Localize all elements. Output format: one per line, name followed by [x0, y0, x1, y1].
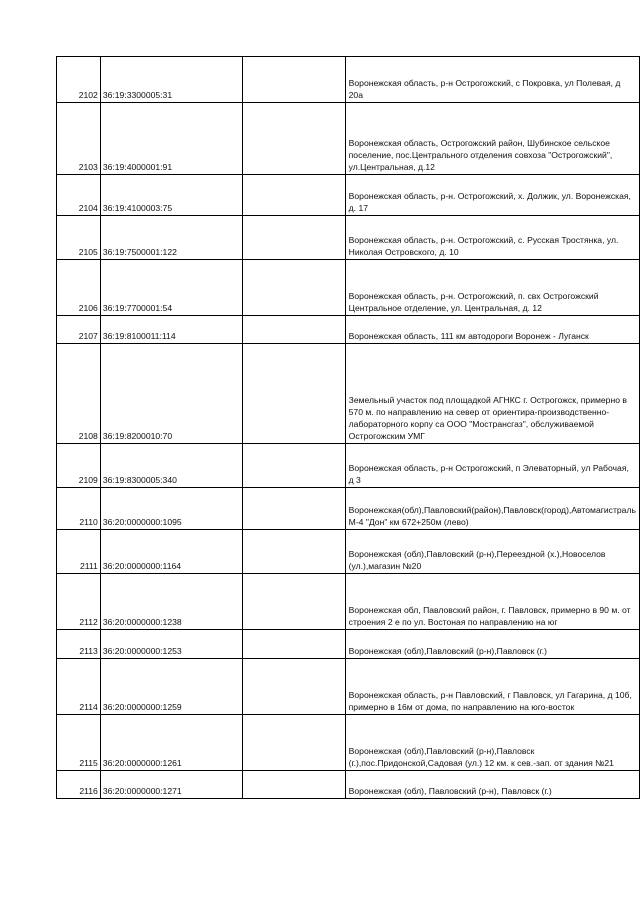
address: Воронежская область, р-н. Острогожский, п. свх Острогожский Центральное отделение, ул. Центральная, д. 12 — [345, 260, 639, 316]
table-row — [57, 715, 640, 771]
address: Воронежская (обл),Павловский (р-н),Павловск (г.) — [345, 630, 639, 659]
row-number: 2106 — [57, 260, 101, 316]
address: Воронежская область, 111 км автодороги Воронеж - Луганск — [345, 316, 639, 344]
row-number: 2113 — [57, 630, 101, 659]
address: Воронежская область, р-н Острогожский, п Элеваторный, ул Рабочая, д 3 — [345, 444, 639, 488]
address: Воронежская область, Острогожский район, Шубинское сельское поселение, пос.Центрального отделения совхоза "Острогожский", ул.Центральная, д.12 — [345, 103, 639, 175]
object-name — [243, 530, 346, 574]
row-number: 2103 — [57, 103, 101, 175]
row-number: 2110 — [57, 488, 101, 530]
cadastral-number: 36:20:0000000:1259 — [100, 659, 242, 715]
cadastral-number: 36:20:0000000:1253 — [100, 630, 242, 659]
cadastral-number: 36:19:3300005:31 — [100, 57, 242, 103]
address: Воронежская область, р-н Павловский, г Павловск, ул Гагарина, д 10б, примерно в 16м от дома, по направлению на юго-восток — [345, 659, 639, 715]
table-row — [57, 530, 640, 574]
cadastral-number: 36:20:0000000:1271 — [100, 771, 242, 799]
row-number: 2102 — [57, 57, 101, 103]
table-row — [57, 175, 640, 216]
table-row — [57, 771, 640, 799]
address: Воронежская (обл),Павловский (р-н),Переездной (х.),Новоселов (ул.),магазин №20 — [345, 530, 639, 574]
cadastral-number: 36:19:8300005:340 — [100, 444, 242, 488]
table-row — [57, 57, 640, 103]
table-row — [57, 260, 640, 316]
address: Земельный участок под площадкой АГНКС г. Острогожск, примерно в 570 м. по направлению на север от ориентира-производственно-лабораторного корпу са ООО "Мострансгаз", обслуживаемой Острогожским УМГ — [345, 344, 639, 444]
table-row — [57, 630, 640, 659]
table-row — [57, 444, 640, 488]
cadastral-number: 36:19:4000001:91 — [100, 103, 242, 175]
table-row — [57, 488, 640, 530]
row-number: 2107 — [57, 316, 101, 344]
object-name — [243, 344, 346, 444]
address: Воронежская обл, Павловский район, г. Павловск, примерно в 90 м. от строения 2 е по ул. Востоная по направлению на юг — [345, 574, 639, 630]
address: Воронежская(обл),Павловский(район),Павловск(город),Автомагистраль М-4 "Дон" км 672+250м (лево) — [345, 488, 639, 530]
cadastral-number: 36:19:4100003:75 — [100, 175, 242, 216]
table-row — [57, 344, 640, 444]
object-name — [243, 260, 346, 316]
cadastral-number: 36:20:0000000:1261 — [100, 715, 242, 771]
row-number: 2108 — [57, 344, 101, 444]
object-name — [243, 216, 346, 260]
address: Воронежская область, р-н. Острогожский, х. Должик, ул. Воронежская, д. 17 — [345, 175, 639, 216]
row-number: 2109 — [57, 444, 101, 488]
object-name — [243, 630, 346, 659]
table-row — [57, 659, 640, 715]
row-number: 2111 — [57, 530, 101, 574]
table-row — [57, 103, 640, 175]
address: Воронежская область, р-н. Острогожский, с. Русская Тростянка, ул. Николая Островского, д. 10 — [345, 216, 639, 260]
cadastral-number: 36:19:8100011:114 — [100, 316, 242, 344]
cadastral-number: 36:19:7500001:122 — [100, 216, 242, 260]
cadastral-number: 36:20:0000000:1238 — [100, 574, 242, 630]
object-name — [243, 444, 346, 488]
object-name — [243, 771, 346, 799]
address: Воронежская область, р-н Острогожский, с Покровка, ул Полевая, д 20а — [345, 57, 639, 103]
object-name — [243, 659, 346, 715]
object-name — [243, 574, 346, 630]
object-name — [243, 715, 346, 771]
object-name — [243, 175, 346, 216]
row-number: 2104 — [57, 175, 101, 216]
cadastral-number: 36:20:0000000:1095 — [100, 488, 242, 530]
address: Воронежская (обл),Павловский (р-н),Павловск (г.),пос.Придонской,Садовая (ул.) 12 км. к сев.-зап. от здания №21 — [345, 715, 639, 771]
row-number: 2112 — [57, 574, 101, 630]
row-number: 2114 — [57, 659, 101, 715]
object-name — [243, 316, 346, 344]
row-number: 2105 — [57, 216, 101, 260]
land-plot-table — [56, 56, 640, 799]
table-row — [57, 574, 640, 630]
address: Воронежская (обл), Павловский (р-н), Павловск (г.) — [345, 771, 639, 799]
object-name — [243, 57, 346, 103]
object-name — [243, 488, 346, 530]
row-number: 2116 — [57, 771, 101, 799]
table-row — [57, 216, 640, 260]
cadastral-number: 36:19:7700001:54 — [100, 260, 242, 316]
row-number: 2115 — [57, 715, 101, 771]
cadastral-number: 36:20:0000000:1164 — [100, 530, 242, 574]
cadastral-number: 36:19:8200010:70 — [100, 344, 242, 444]
object-name — [243, 103, 346, 175]
table-row — [57, 316, 640, 344]
